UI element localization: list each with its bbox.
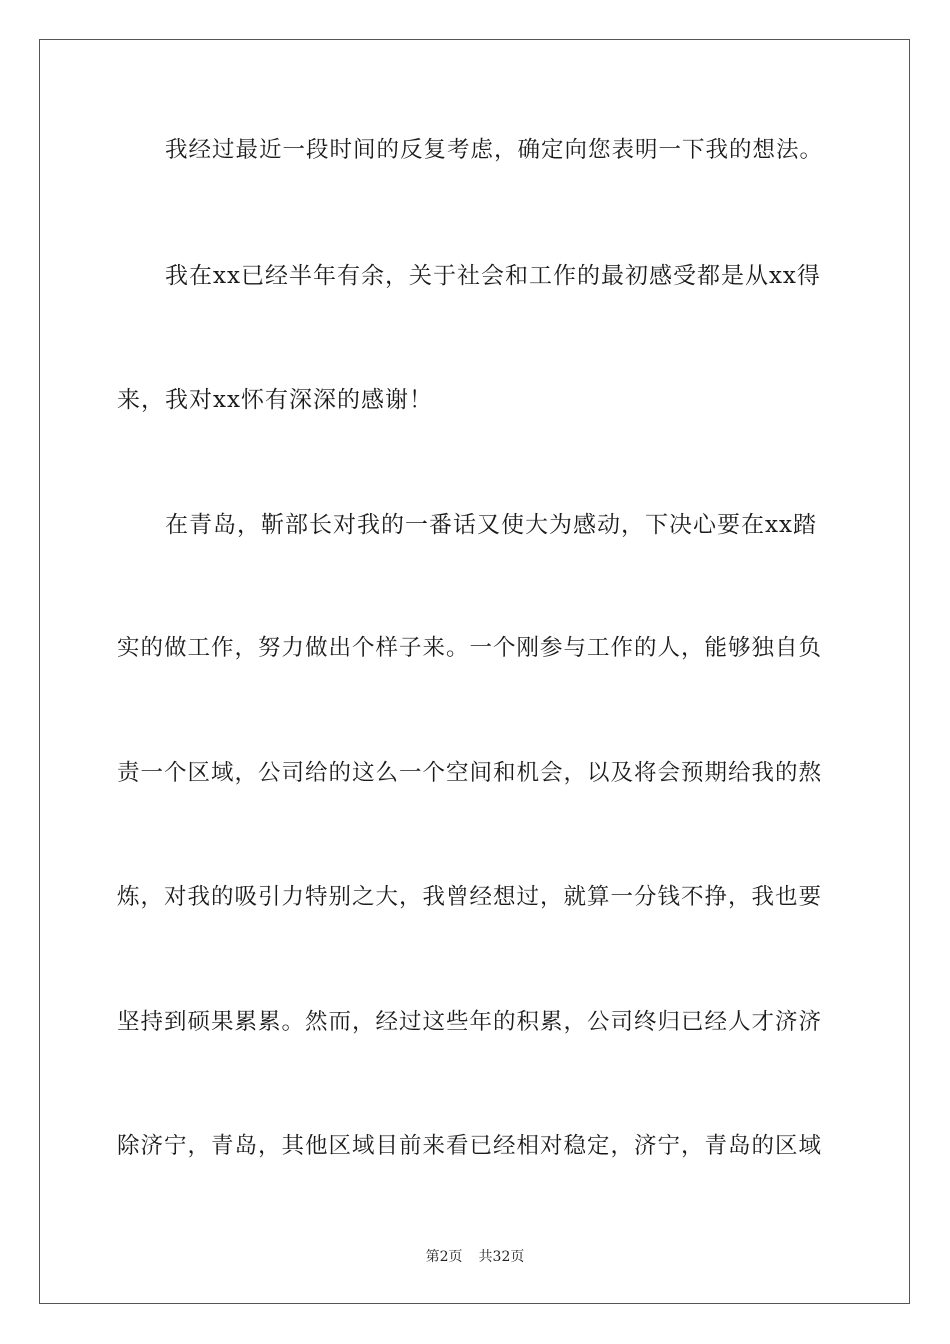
total-pages: 共32页 <box>478 1249 525 1265</box>
paragraph-3-line-5: 坚持到硕果累累。然而，经过这些年的积累，公司终归已经人才济济 <box>117 1009 823 1035</box>
page-number: 第2页 <box>425 1249 463 1265</box>
paragraph-3-line-6: 除济宁，青岛，其他区域目前来看已经相对稳定，济宁，青岛的区域 <box>117 1133 823 1159</box>
paragraph-1-line-1: 我经过最近一段时间的反复考虑，确定向您表明一下我的想法。 <box>165 137 824 163</box>
page-footer <box>0 1245 950 1269</box>
paragraph-3-line-2: 实的做工作，努力做出个样子来。一个刚参与工作的人，能够独自负 <box>117 635 823 661</box>
paragraph-3-line-4: 炼，对我的吸引力特别之大，我曾经想过，就算一分钱不挣，我也要 <box>117 884 823 910</box>
paragraph-2-line-1: 我在xx已经半年有余，关于社会和工作的最初感受都是从xx得 <box>165 263 821 289</box>
paragraph-3-line-1: 在青岛，靳部长对我的一番话又使大为感动，下决心要在xx踏 <box>165 512 817 538</box>
paragraph-2-line-2: 来，我对xx怀有深深的感谢！ <box>117 387 433 413</box>
page-border <box>39 39 910 1304</box>
paragraph-3-line-3: 责一个区域，公司给的这么一个空间和机会，以及将会预期给我的熬 <box>117 760 823 786</box>
